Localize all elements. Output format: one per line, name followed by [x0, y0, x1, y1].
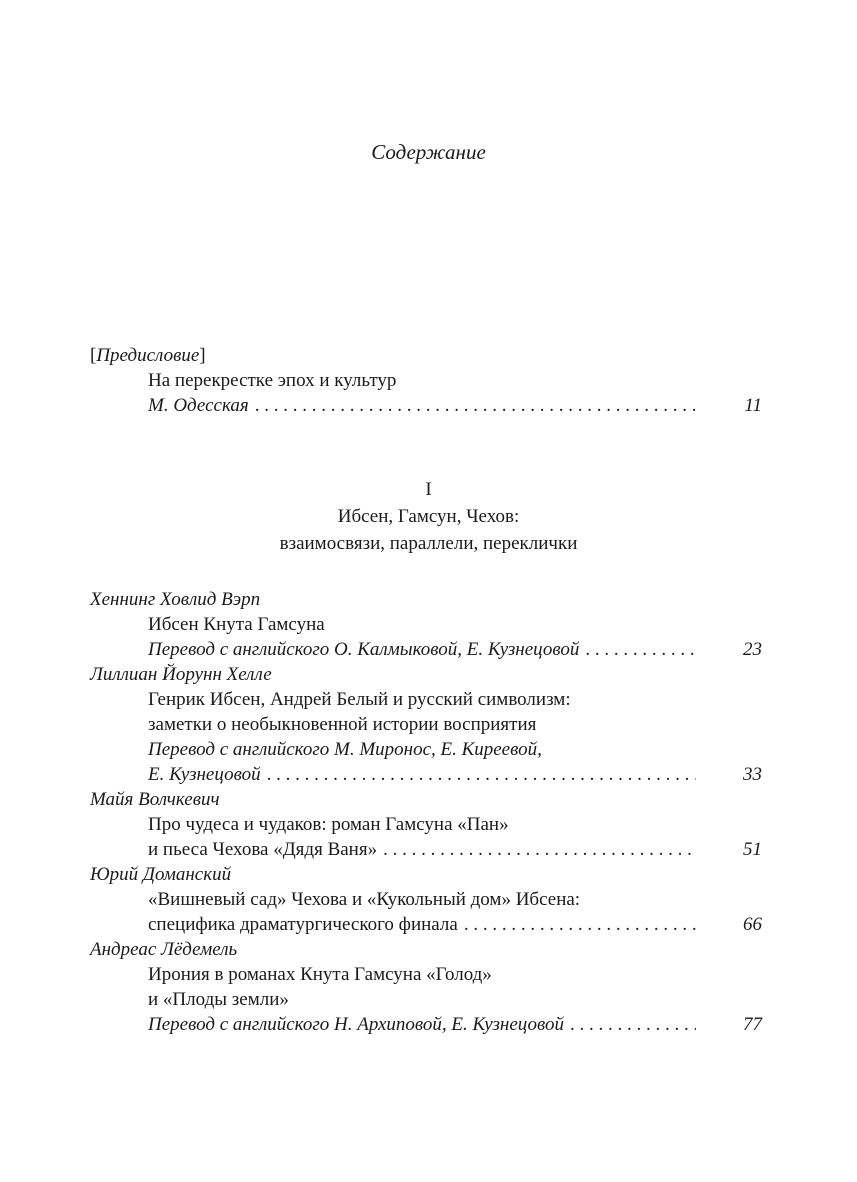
preface-label — [90, 343, 762, 368]
entry-title: и пьеса Чехова «Дядя Ваня» — [148, 839, 378, 860]
entry-title[interactable]: и «Плоды земли» — [148, 989, 289, 1010]
page-number: 51 — [743, 839, 762, 860]
page-title: Содержание — [371, 140, 486, 164]
section-title-line2: взаимосвязи, параллели, переклички — [279, 533, 578, 554]
entry-title[interactable]: Генрик Ибсен, Андрей Белый и русский символизм: — [148, 689, 571, 710]
leader-dots — [383, 837, 696, 862]
entry-translation: Перевод с английского Н. Архиповой, Е. Кузнецовой — [148, 1014, 564, 1035]
leader-dots — [464, 912, 696, 937]
entry-title: специфика драматургического финала — [148, 914, 458, 935]
page-number: 33 — [743, 764, 762, 785]
page-number: 77 — [743, 1014, 762, 1035]
entry-author: Юрий Доманский — [90, 864, 232, 885]
entry-translation: Е. Кузнецовой — [148, 764, 261, 785]
toc-entry-line[interactable] — [90, 1012, 762, 1037]
preface-block — [90, 343, 762, 418]
entry-title[interactable]: Про чудеса и чудаков: роман Гамсуна «Пан» — [148, 814, 509, 835]
entry-author: Майя Волчкевич — [90, 789, 220, 810]
leader-dots — [255, 393, 696, 418]
bracket-open: [ — [90, 345, 97, 366]
preface-author: М. Одесская — [148, 395, 249, 416]
toc-entry-preface[interactable] — [90, 393, 762, 418]
preface-label-text: Предисловие — [96, 345, 200, 366]
section-title-line1: Ибсен, Гамсун, Чехов: — [337, 506, 520, 527]
page-number: 11 — [744, 395, 762, 416]
page-number: 66 — [743, 914, 762, 935]
toc-entry-line[interactable] — [90, 912, 762, 937]
bracket-close: ] — [199, 345, 206, 366]
section-heading — [0, 476, 857, 557]
entry-author: Андреас Лёдемель — [90, 939, 238, 960]
preface-title: На перекрестке эпох и культур — [148, 370, 397, 391]
entry-translation: Перевод с английского О. Калмыковой, Е. Кузнецовой — [148, 639, 580, 660]
entry-author: Хеннинг Ховлид Вэрп — [90, 589, 261, 610]
leader-dots — [585, 637, 696, 662]
entry-translation: Перевод с английского М. Миронос, Е. Киреевой, — [148, 739, 542, 760]
toc-entry-line[interactable] — [90, 837, 762, 862]
toc-list — [90, 587, 762, 1037]
page-number: 23 — [743, 639, 762, 660]
section-number: I — [425, 479, 432, 500]
entry-title[interactable]: Ирония в романах Кнута Гамсуна «Голод» — [148, 964, 492, 985]
leader-dots — [570, 1012, 696, 1037]
toc-entry-line[interactable] — [90, 762, 762, 787]
entry-title[interactable]: «Вишневый сад» Чехова и «Кукольный дом» Ибсена: — [148, 889, 581, 910]
entry-title[interactable]: заметки о необыкновенной истории восприятия — [148, 714, 537, 735]
leader-dots — [267, 762, 696, 787]
entry-author: Лиллиан Йорунн Хелле — [90, 664, 272, 685]
entry-title[interactable]: Ибсен Кнута Гамсуна — [148, 614, 325, 635]
toc-entry-line[interactable] — [90, 637, 762, 662]
